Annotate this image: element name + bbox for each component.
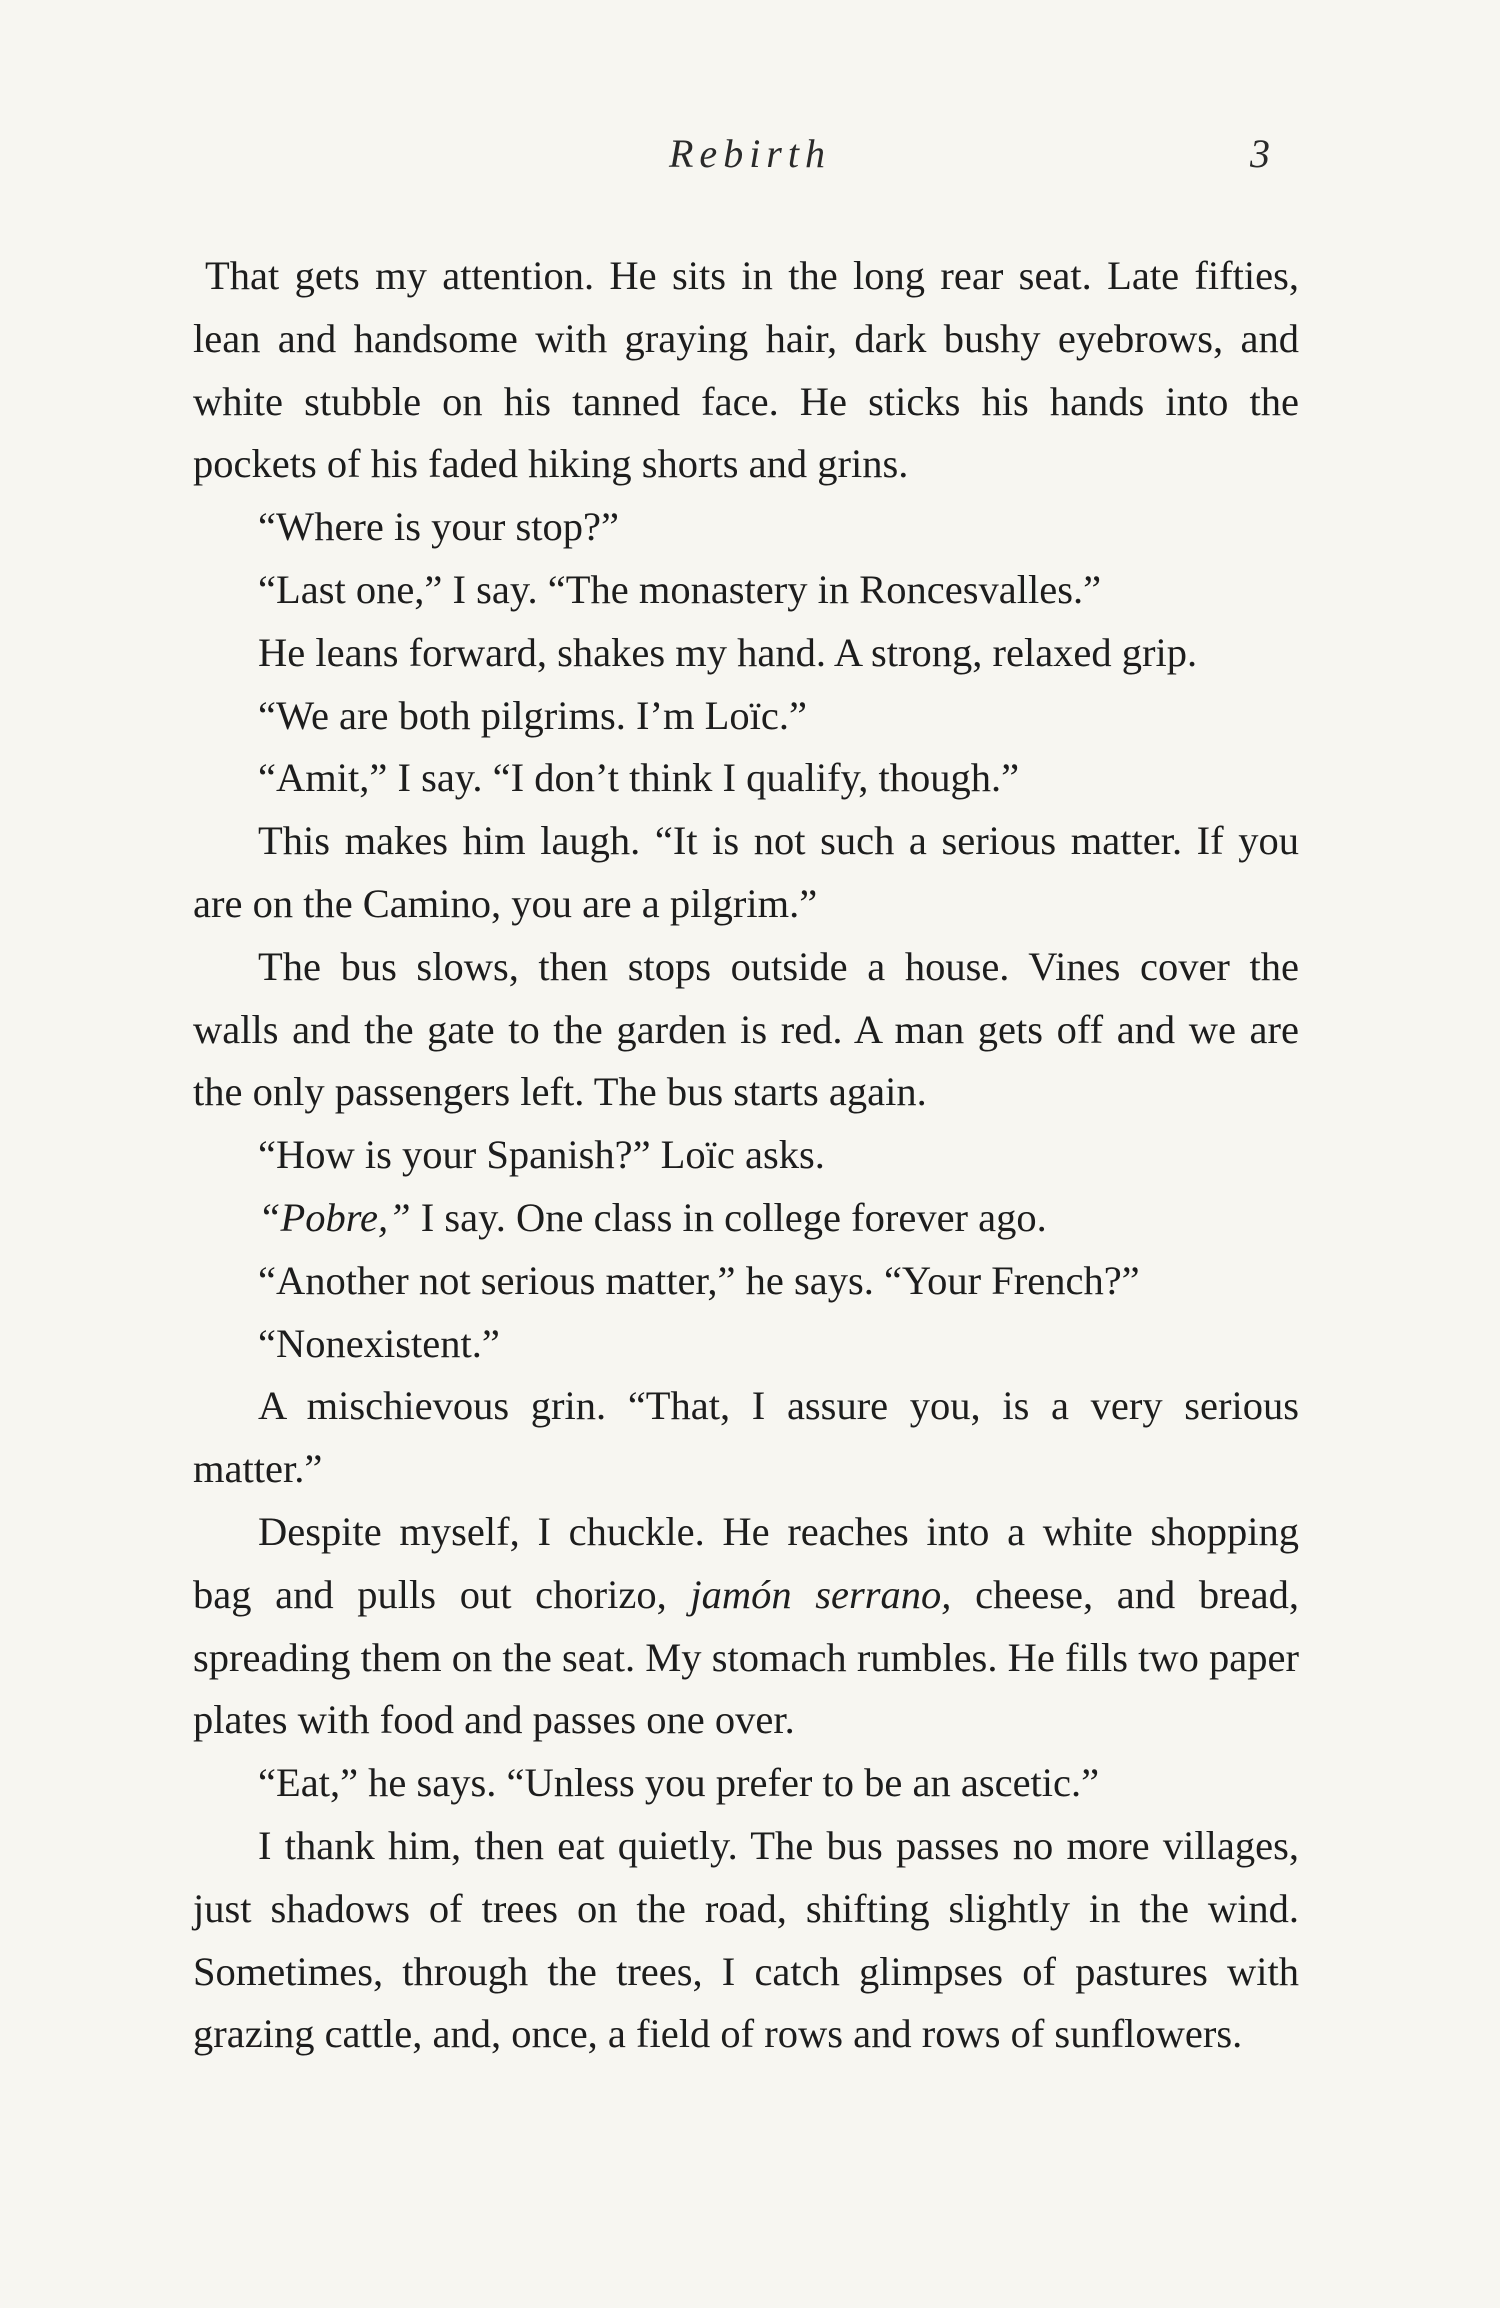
- paragraph-text: cheese, and bread, spreading them on the seat. My stomach rumbles. He fills two paper plates with food and passes one over.: [193, 1571, 1299, 1743]
- italic-phrase: “Pobre,”: [258, 1194, 411, 1240]
- italic-phrase: jamón serrano,: [690, 1571, 952, 1617]
- paragraph: “Nonexistent.”: [258, 1320, 500, 1366]
- running-title: Rebirth: [669, 131, 831, 176]
- paragraph: [193, 1501, 1299, 1752]
- paragraph: That gets my attention. He sits in the long rear seat. Late fifties, lean and handsome with graying hair, dark bushy eyebrows, and white stubble on his tanned face. He sticks his hands into the pockets of his faded hiking shorts and grins.: [193, 253, 1299, 487]
- paragraph: “Where is your stop?”: [258, 504, 619, 550]
- body-text: [193, 245, 1299, 2066]
- paragraph: “Last one,” I say. “The monastery in Roncesvalles.”: [258, 566, 1102, 612]
- paragraph: He leans forward, shakes my hand. A strong, relaxed grip.: [258, 629, 1198, 675]
- paragraph-text: Despite myself, I chuckle. He reaches into a white shopping bag and pulls out chorizo,: [193, 1508, 1299, 1617]
- paragraph-text: I say. One class in college forever ago.: [410, 1194, 1047, 1240]
- paragraph: “We are both pilgrims. I’m Loïc.”: [258, 692, 807, 738]
- paragraph: The bus slows, then stops outside a house. Vines cover the walls and the gate to the garden is red. A man gets off and we are the only passengers left. The bus starts again.: [193, 943, 1299, 1115]
- running-head: [0, 130, 1500, 190]
- page-number: 3: [1250, 131, 1270, 176]
- paragraph: “Another not serious matter,” he says. “Your French?”: [258, 1257, 1140, 1303]
- paragraph: “Eat,” he says. “Unless you prefer to be an ascetic.”: [258, 1760, 1100, 1806]
- paragraph: “How is your Spanish?” Loïc asks.: [258, 1132, 825, 1178]
- paragraph: “Amit,” I say. “I don’t think I qualify, though.”: [258, 755, 1020, 801]
- paragraph: A mischievous grin. “That, I assure you, is a very serious matter.”: [193, 1383, 1299, 1492]
- paragraph: I thank him, then eat quietly. The bus passes no more villages, just shadows of trees on the road, shifting slightly in the wind. Sometimes, through the trees, I catch glimpses of pastures with grazing cattle, and, once, a field of rows and rows of sunflowers.: [193, 1822, 1299, 2057]
- paragraph: This makes him laugh. “It is not such a serious matter. If you are on the Camino, you are a pilgrim.”: [193, 818, 1299, 926]
- paragraph: [193, 1187, 1299, 1250]
